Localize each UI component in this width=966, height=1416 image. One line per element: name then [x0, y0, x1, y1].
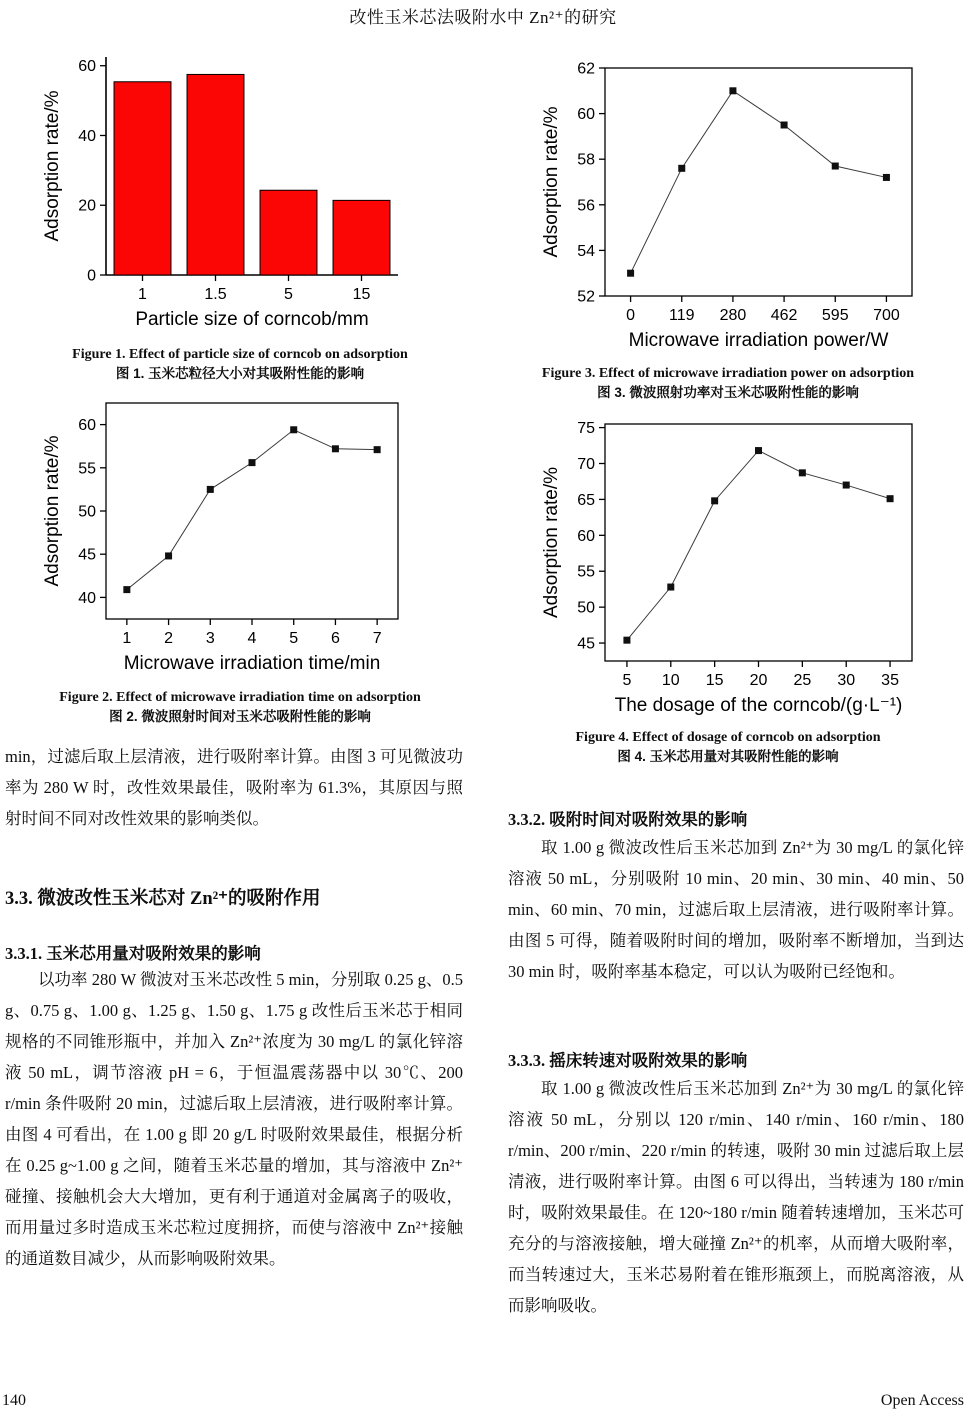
svg-text:25: 25	[793, 672, 812, 689]
figure-1-caption-zh: 图 1. 玉米芯粒径大小对其吸附性能的影响	[115, 366, 365, 381]
svg-text:462: 462	[770, 307, 798, 324]
page-number: 140	[2, 1392, 26, 1409]
svg-text:Particle size of corncob/mm: Particle size of corncob/mm	[135, 309, 369, 330]
svg-text:0: 0	[626, 307, 636, 324]
svg-text:700: 700	[873, 307, 900, 324]
svg-text:4: 4	[247, 630, 257, 647]
chart-svg	[508, 58, 948, 356]
svg-text:Adsorption rate/%: Adsorption rate/%	[42, 90, 63, 242]
page-title: 改性玉米芯法吸附水中 Zn²⁺的研究	[349, 8, 617, 27]
open-access-label: Open Access	[880, 1392, 964, 1409]
svg-text:55: 55	[78, 460, 96, 478]
svg-text:54: 54	[577, 242, 595, 260]
svg-text:70: 70	[577, 456, 595, 473]
svg-text:20: 20	[78, 197, 96, 215]
svg-text:56: 56	[577, 197, 595, 215]
svg-text:52: 52	[577, 288, 595, 306]
figure-1-caption-en: Figure 1. Effect of particle size of corncob on adsorption	[72, 347, 408, 362]
svg-text:60: 60	[577, 527, 595, 545]
svg-text:5: 5	[284, 286, 293, 303]
svg-text:Adsorption rate/%: Adsorption rate/%	[42, 435, 63, 587]
paragraph-continuation: min，过滤后取上层清液，进行吸附率计算。由图 3 可见微波功率为 280 W 时，改性效果最佳，吸附率为 61.3%，其原因与照射时间不同对改性效果的影响类似。	[5, 747, 463, 828]
figure-2	[28, 392, 452, 726]
paragraph-3-3-3: 取 1.00 g 微波改性后玉米芯加到 Zn²⁺为 30 mg/L 的氯化锌溶液 50 mL，分别以 120 r/min、140 r/min、160 r/min、180 r/min、200 r/min、220 r/min 的转速，吸附 30 min 过滤后取上层清液，进行吸附率计算。由图 6 可以得出，当转速为 180 r/min 时，吸附效果最佳。在 120~180 r/min 随着转速增加，玉米芯可充分的与溶液接触，增大碰撞 Zn²⁺的机率，从而增大吸附率，而当转速过大，玉米芯易附着在锥形瓶颈上，而脱离溶液，从而影响吸收。	[508, 1079, 964, 1315]
figure-4-caption-zh: 图 4. 玉米芯用量对其吸附性能的影响	[617, 749, 839, 764]
svg-text:3: 3	[205, 630, 215, 647]
svg-text:7: 7	[372, 630, 382, 647]
figure-1	[28, 52, 452, 383]
svg-text:40: 40	[78, 127, 96, 145]
figure-1-chart	[28, 52, 452, 342]
svg-text:75: 75	[577, 420, 595, 438]
paragraph-3-3-1: 以功率 280 W 微波对玉米芯改性 5 min，分别取 0.25 g、0.5 g、0.75 g、1.00 g、1.25 g、1.50 g、1.75 g 改性后玉米芯于相同规格的不同锥形瓶中，并加入 Zn²⁺浓度为 30 mg/L 的氯化锌溶液 50 mL，调节溶液 pH = 6，于恒温震荡器中以 30℃、200 r/min 条件吸附 20 min，过滤后取上层清液，进行吸附率计算。由图 4 可看出，在 1.00 g 即 20 g/L 时吸附效果最佳，根据分析在 0.25 g~1.00 g 之间，随着玉米芯量的增加，其与溶液中 Zn²⁺碰撞、接触机会大大增加，更有利于通道对金属离子的吸收，而用量过多时造成玉米芯粒过度拥挤，而使与溶液中 Zn²⁺接触的通道数目减少，从而影响吸附效果。	[5, 970, 463, 1268]
svg-text:5: 5	[622, 672, 632, 689]
svg-text:15: 15	[352, 286, 371, 303]
svg-text:58: 58	[577, 151, 595, 169]
figure-2-caption-en: Figure 2. Effect of microwave irradiation time on adsorption	[59, 690, 421, 705]
svg-text:40: 40	[78, 589, 96, 607]
svg-text:The dosage of the corncob/(g·L: The dosage of the corncob/(g·L⁻¹)	[614, 695, 903, 716]
svg-text:15: 15	[705, 672, 724, 689]
svg-text:30: 30	[837, 672, 856, 689]
svg-text:35: 35	[881, 672, 899, 689]
svg-text:50: 50	[78, 503, 96, 521]
svg-text:60: 60	[78, 58, 96, 76]
svg-text:45: 45	[78, 546, 96, 564]
svg-text:Microwave irradiation time/min: Microwave irradiation time/min	[123, 653, 381, 674]
svg-text:50: 50	[577, 599, 595, 617]
section-heading-3-3-2: 3.3.2. 吸附时间对吸附效果的影响	[508, 810, 748, 829]
svg-text:2: 2	[164, 630, 174, 647]
chart-svg	[508, 412, 948, 720]
svg-text:595: 595	[821, 307, 849, 324]
svg-text:Adsorption rate/%: Adsorption rate/%	[541, 466, 562, 619]
figure-3-caption-en: Figure 3. Effect of microwave irradiation power on adsorption	[541, 366, 915, 381]
section-heading-3-3: 3.3. 微波改性玉米芯对 Zn²⁺的吸附作用	[5, 889, 321, 909]
chart-svg	[28, 392, 452, 680]
section-heading-3-3-1: 3.3.1. 玉米芯用量对吸附效果的影响	[5, 944, 261, 963]
section-heading-3-3-3: 3.3.3. 摇床转速对吸附效果的影响	[508, 1051, 748, 1070]
svg-text:0: 0	[87, 267, 96, 285]
paragraph-3-3-2: 取 1.00 g 微波改性后玉米芯加到 Zn²⁺为 30 mg/L 的氯化锌溶液 50 mL，分别吸附 10 min、20 min、30 min、40 min、50 min、60 min、70 min，过滤后取上层清液，进行吸附率计算。由图 5 可得，随着吸附时间的增加，吸附率不断增加，当到达 30 min 时，吸附率基本稳定，可以认为吸附已经饱和。	[508, 838, 964, 981]
svg-text:Adsorption rate/%: Adsorption rate/%	[541, 106, 562, 258]
chart-svg	[28, 52, 452, 337]
figure-3	[508, 58, 948, 402]
svg-text:62: 62	[577, 60, 595, 78]
svg-text:1.5: 1.5	[204, 286, 227, 303]
svg-text:60: 60	[78, 417, 96, 435]
svg-text:60: 60	[577, 106, 595, 124]
figure-4-chart	[508, 412, 948, 725]
svg-text:65: 65	[577, 491, 595, 509]
figure-4-caption-en: Figure 4. Effect of dosage of corncob on adsorption	[575, 730, 881, 745]
svg-text:280: 280	[719, 307, 747, 324]
svg-text:Microwave irradiation power/W: Microwave irradiation power/W	[628, 330, 889, 351]
svg-text:20: 20	[749, 672, 768, 689]
figure-4	[508, 412, 948, 766]
svg-text:45: 45	[577, 635, 595, 653]
svg-text:5: 5	[289, 630, 299, 647]
svg-text:1: 1	[138, 286, 147, 303]
svg-text:55: 55	[577, 563, 595, 581]
figure-3-caption-zh: 图 3. 微波照射功率对玉米芯吸附性能的影响	[597, 385, 859, 400]
svg-text:10: 10	[661, 672, 680, 689]
figure-2-chart	[28, 392, 452, 685]
figure-2-caption-zh: 图 2. 微波照射时间对玉米芯吸附性能的影响	[109, 709, 371, 724]
svg-text:1: 1	[122, 630, 132, 647]
svg-text:6: 6	[330, 630, 340, 647]
svg-text:119: 119	[668, 307, 695, 324]
figure-3-chart	[508, 58, 948, 361]
